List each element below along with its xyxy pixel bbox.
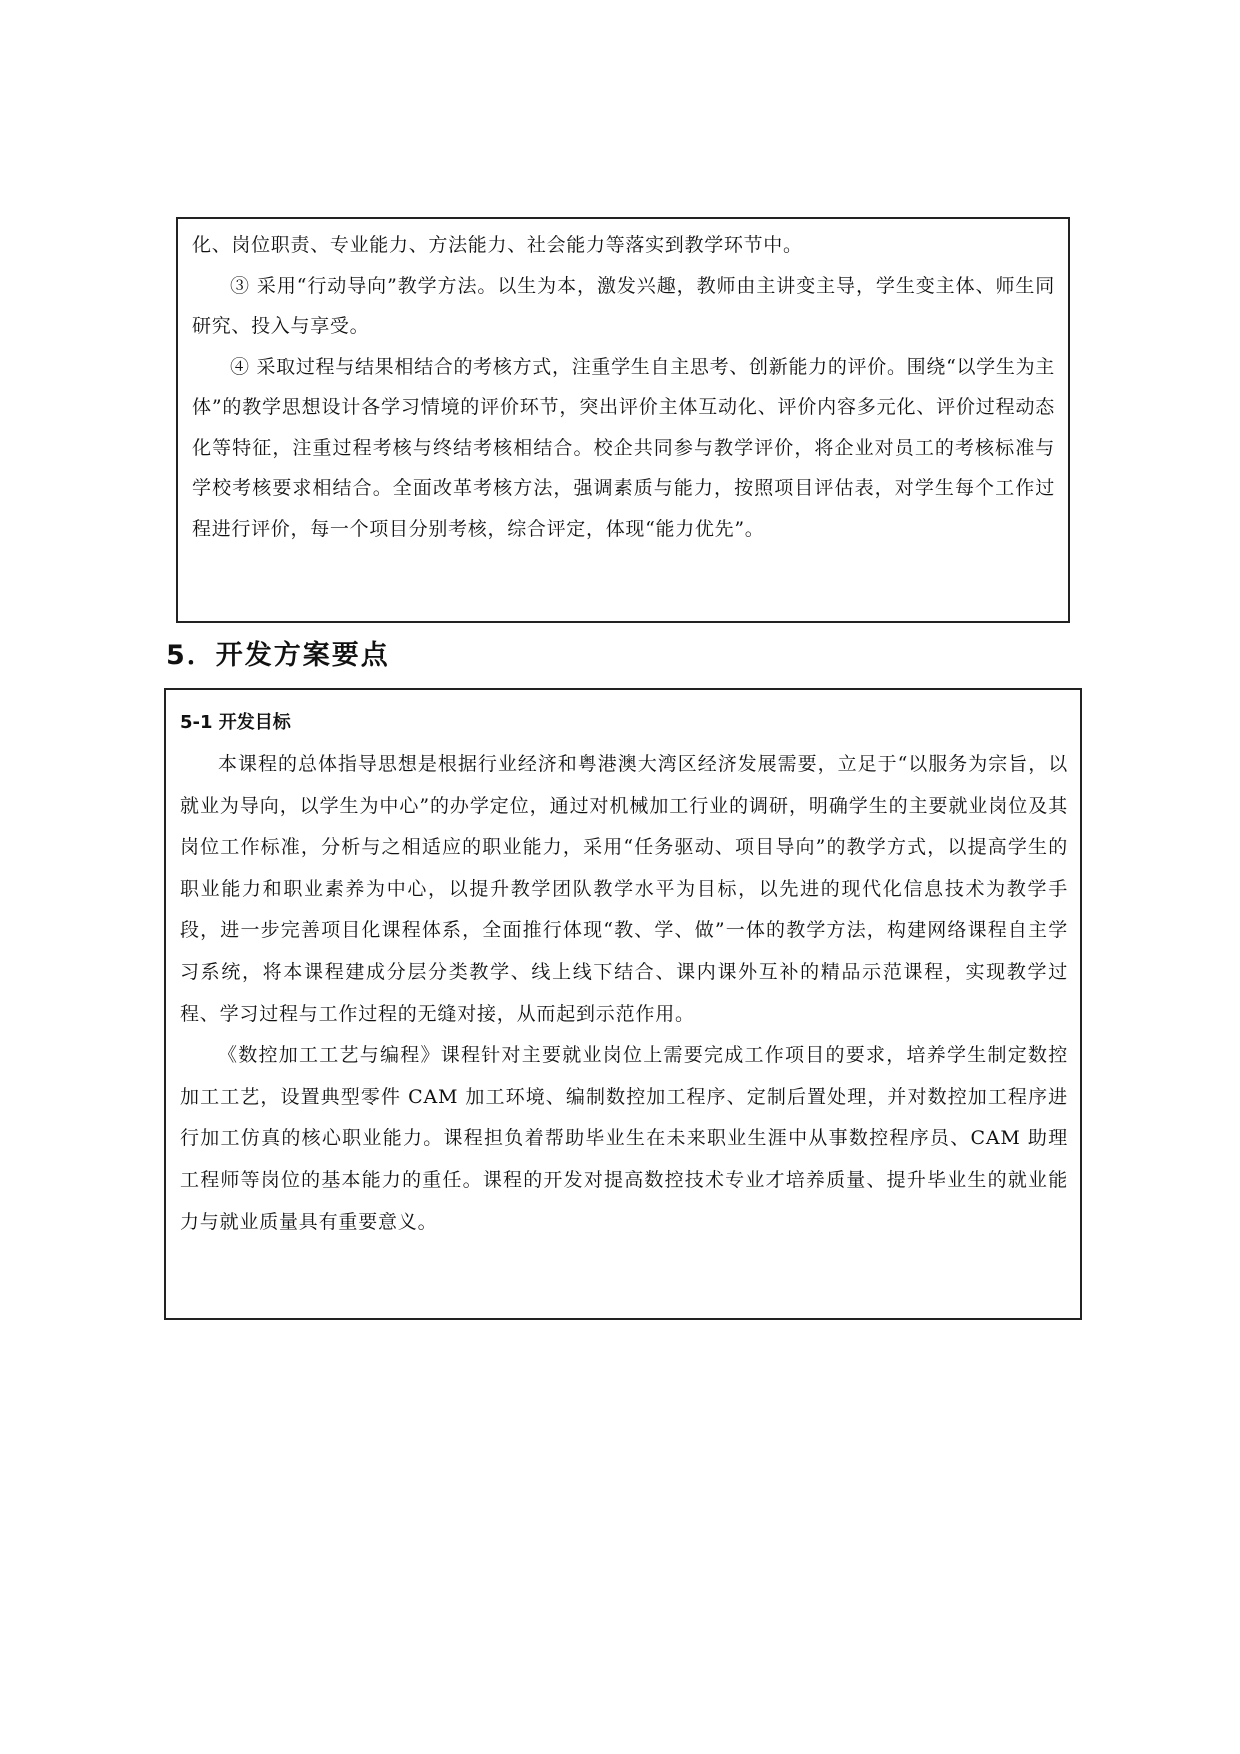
subsection-title: 5-1 开发目标 (180, 712, 291, 733)
continued-paragraph: 化、岗位职责、专业能力、方法能力、社会能力等落实到教学环节中。 (192, 234, 803, 256)
assessment-paragraph: ④ 采取过程与结果相结合的考核方式，注重学生自主思考、创新能力的评价。围绕“以学生为主体”的教学思想设计各学习情境的评价环节，突出评价主体互动化、评价内容多元化、评价过程动态化等特征，注重过程考核与终结考核相结合。校企共同参与教学评价，将企业对员工的考核标准与学校考核要求相结合。全面改革考核方法，强调素质与能力，按照项目评估表，对学生每个工作过程进行评价，每一个项目分别考核，综合评定，体现“能力优先”。 (192, 355, 1055, 540)
guiding-idea-paragraph: 本课程的总体指导思想是根据行业经济和粤港澳大湾区经济发展需要，立足于“以服务为宗旨，以就业为导向，以学生为中心”的办学定位，通过对机械加工行业的调研，明确学生的主要就业岗位及其岗位工作标准，分析与之相适应的职业能力，采用“任务驱动、项目导向”的教学方式，以提高学生的职业能力和职业素养为中心，以提升教学团队教学水平为目标，以先进的现代化信息技术为教学手段，进一步完善项目化课程体系，全面推行体现“教、学、做”一体的教学方法，构建网络课程自主学习系统，将本课程建成分层分类教学、线上线下结合、课内课外互补的精品示范课程，实现教学过程、学习过程与工作过程的无缝对接，从而起到示范作用。 (180, 753, 1068, 1025)
continued-text-box (176, 217, 1070, 623)
section-heading: 5．开发方案要点 (166, 640, 390, 671)
course-role-paragraph: 《数控加工工艺与编程》课程针对主要就业岗位上需要完成工作项目的要求，培养学生制定数控加工工艺，设置典型零件 CAM 加工环境、编制数控加工程序、定制后置处理，并对数控加工程序进行加工仿真的核心职业能力。课程担负着帮助毕业生在未来职业生涯中从事数控程序员、CAM 助理工程师等岗位的基本能力的重任。课程的开发对提高数控技术专业才培养质量、提升毕业生的就业能力与就业质量具有重要意义。 (180, 1044, 1068, 1233)
development-goal-box (164, 688, 1082, 1320)
method-paragraph: ③ 采用“行动导向”教学方法。以生为本，激发兴趣，教师由主讲变主导，学生变主体、师生同研究、投入与享受。 (192, 274, 1055, 337)
